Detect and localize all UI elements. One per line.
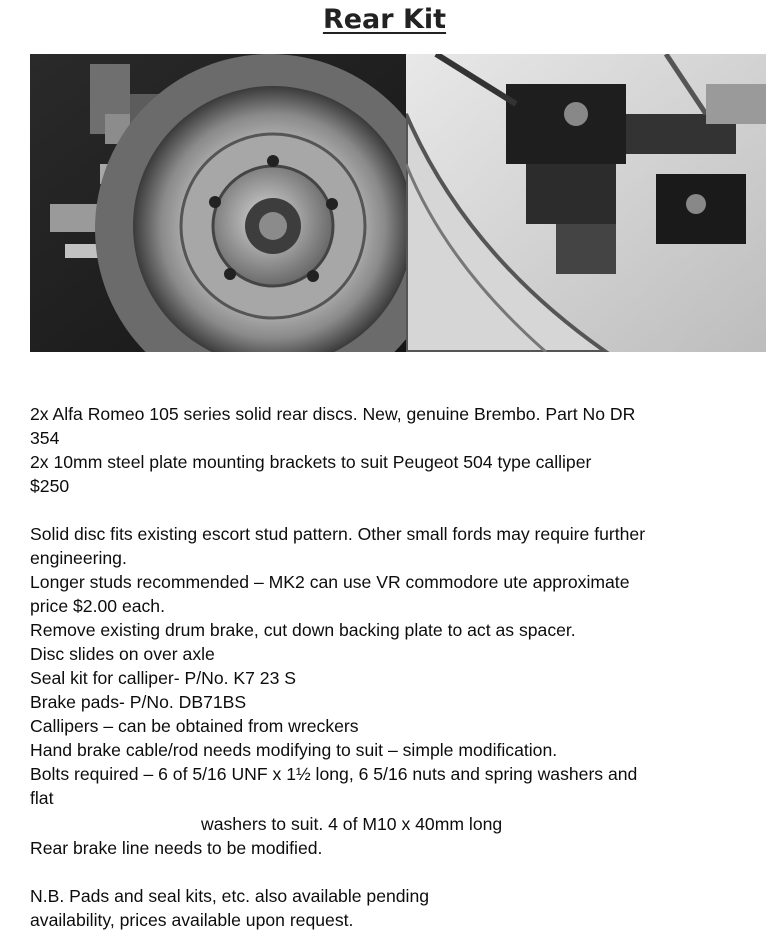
note-line: Disc slides on over axle <box>30 644 215 664</box>
note-line: Brake pads- P/No. DB71BS <box>30 692 247 712</box>
note-line: Bolts required – 6 of 5/16 UNF x 1½ long, 6 5/16 nuts and spring washers and <box>30 764 638 784</box>
kit-item-brackets: 2x 10mm steel plate mounting brackets to suit Peugeot 504 type calliper <box>30 452 592 472</box>
note-line: Rear brake line needs to be modified. <box>30 838 323 858</box>
note-line: engineering. <box>30 548 127 568</box>
note-line: price $2.00 each. <box>30 596 165 616</box>
note-line: washers to suit. 4 of M10 x 40mm long <box>201 814 503 834</box>
note-line: Seal kit for calliper- P/No. K7 23 S <box>30 668 296 688</box>
rear-disc-brake-photo <box>30 54 406 352</box>
page-title: Rear Kit <box>322 4 447 35</box>
note-line: Callipers – can be obtained from wreckers <box>30 716 359 736</box>
note-line: Longer studs recommended – MK2 can use VR commodore ute approximate <box>30 572 630 592</box>
note-line: flat <box>30 788 54 808</box>
note-line: Remove existing drum brake, cut down backing plate to act as spacer. <box>30 620 576 640</box>
note-line: Solid disc fits existing escort stud pattern. Other small fords may require further <box>30 524 646 544</box>
kit-item-discs-cont: 354 <box>30 428 60 448</box>
footer-note: N.B. Pads and seal kits, etc. also available pending <box>30 886 430 906</box>
note-line: Hand brake cable/rod needs modifying to suit – simple modification. <box>30 740 558 760</box>
kit-price: $250 <box>30 476 70 496</box>
rear-calliper-mounting-photo <box>406 54 766 352</box>
kit-item-discs: 2x Alfa Romeo 105 series solid rear discs. New, genuine Brembo. Part No DR <box>30 404 636 424</box>
footer-note: availability, prices available upon request. <box>30 910 354 930</box>
